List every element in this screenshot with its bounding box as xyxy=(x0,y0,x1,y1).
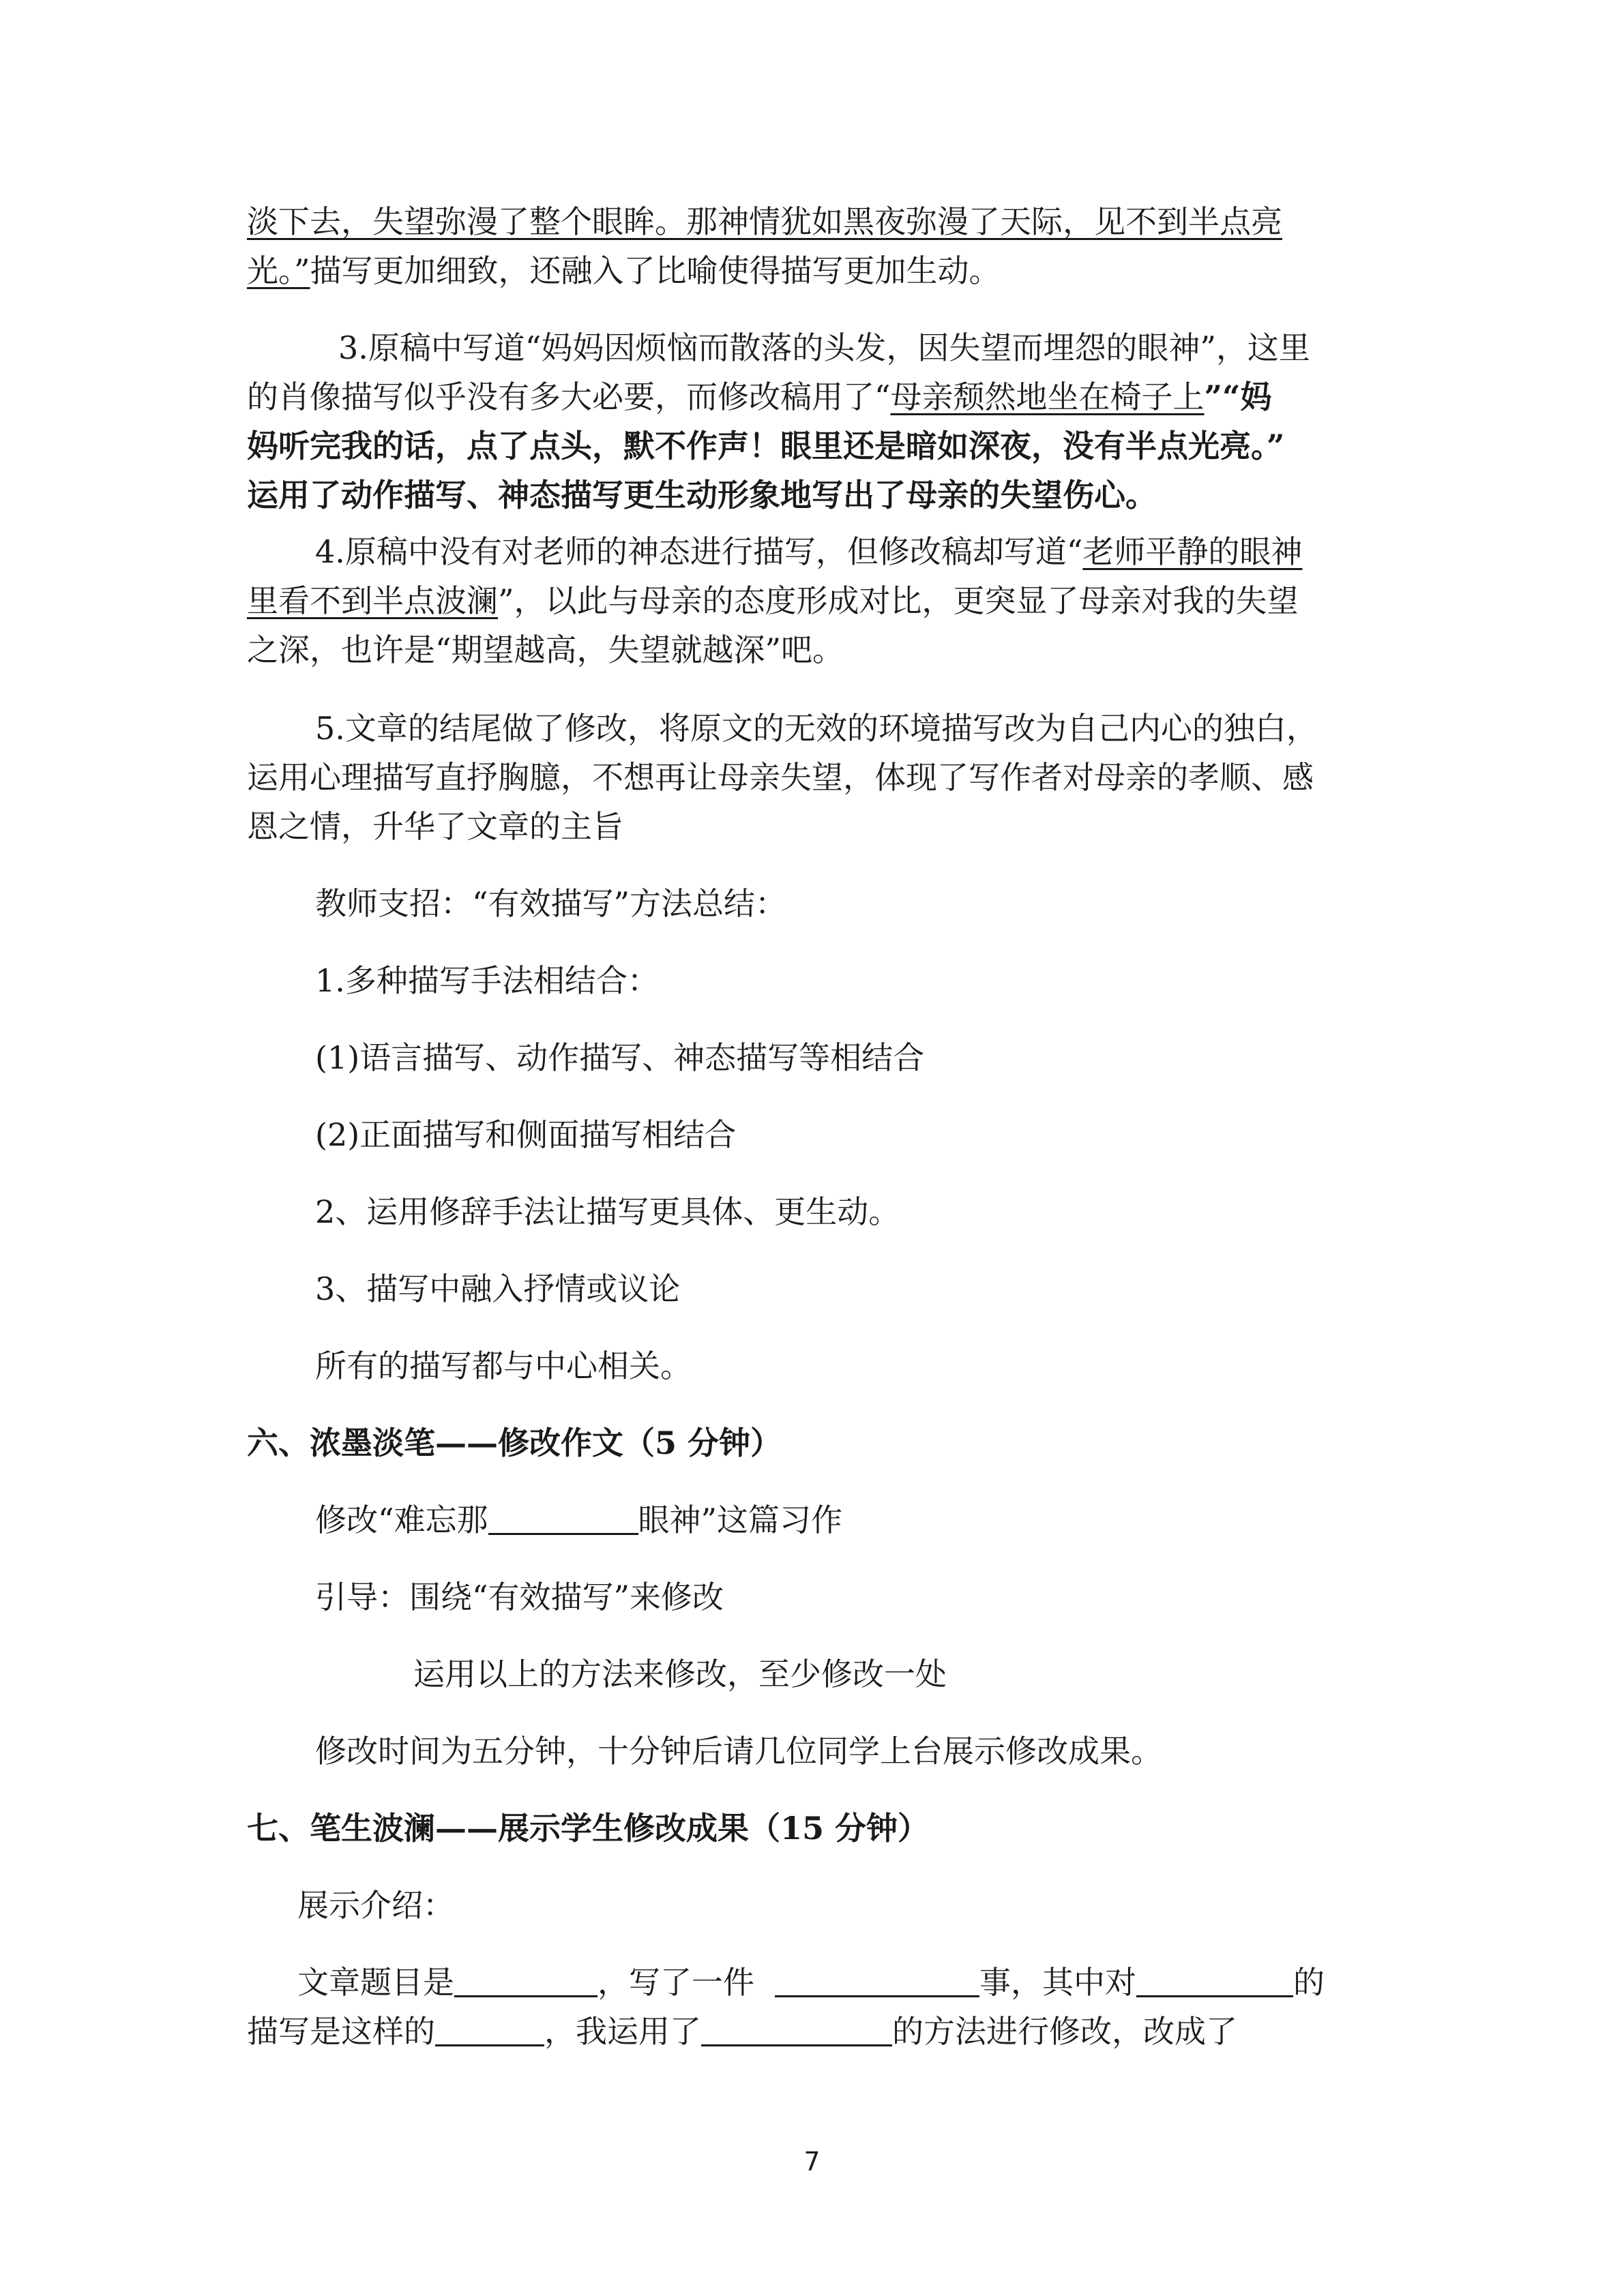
summary-item: 3、描写中融入抒情或议论 xyxy=(315,1270,681,1307)
paragraph-line xyxy=(247,477,1157,514)
summary-conclusion: 所有的描写都与中心相关。 xyxy=(315,1347,692,1384)
text: ，我运用了 xyxy=(544,2013,701,2050)
summary-item: 2、运用修辞手法让描写更具体、更生动。 xyxy=(315,1193,900,1230)
method-line: 运用以上的方法来修改，至少修改一处 xyxy=(413,1656,947,1693)
summary-title: 教师支招：“有效描写”方法总结： xyxy=(315,885,787,922)
fill-blank xyxy=(488,1503,638,1535)
text: 5.文章的结尾做了修改，将原文的无效的环境描写改为自己内心的独白， xyxy=(315,710,1318,747)
paragraph-line xyxy=(338,329,1310,367)
template-line xyxy=(247,2013,1237,2051)
template-line xyxy=(297,1964,1325,2001)
section-heading: 七、笔生波澜——展示学生修改成果（15 分钟） xyxy=(247,1810,930,1847)
text: 描写更加细致，还融入了比喻使得描写更加生动。 xyxy=(310,252,1001,289)
paragraph-line xyxy=(315,710,1318,747)
text: 3.原稿中写道“妈妈因烦恼而散落的头发，因失望而埋怨的眼神”，这里 xyxy=(338,329,1310,366)
paragraph-line xyxy=(247,808,623,846)
fill-blank xyxy=(1136,1965,1293,1997)
intro-line: 展示介绍： xyxy=(297,1887,454,1924)
paragraph-line xyxy=(247,428,1284,465)
text: 之深，也许是“期望越高，失望就越深”吧。 xyxy=(247,631,844,668)
underlined-text: 母亲颓然地坐在椅子上 xyxy=(890,378,1205,415)
bold-text: ”“妈 xyxy=(1204,378,1272,415)
text: 4.原稿中没有对老师的神态进行描写，但修改稿却写道“ xyxy=(315,533,1083,570)
text: ”，以此与母亲的态度形成对比，更突显了母亲对我的失望 xyxy=(498,582,1299,619)
text: 事，其中对 xyxy=(979,1964,1136,2001)
text: 眼神”这篇习作 xyxy=(638,1502,843,1538)
paragraph-line xyxy=(247,582,1299,620)
time-line: 修改时间为五分钟，十分钟后请几位同学上台展示修改成果。 xyxy=(315,1733,1162,1770)
fill-blank xyxy=(454,1965,597,1997)
fill-blank xyxy=(701,2014,892,2046)
fill-blank xyxy=(435,2014,544,2046)
underlined-text: 里看不到半点波澜 xyxy=(247,582,498,619)
summary-item: 1.多种描写手法相结合： xyxy=(315,962,659,999)
paragraph-line xyxy=(247,631,844,669)
task-line xyxy=(315,1502,842,1539)
guide-line: 引导：围绕“有效描写”来修改 xyxy=(315,1579,724,1615)
text: 文章题目是 xyxy=(297,1964,454,2001)
text: 的方法进行修改，改成了 xyxy=(892,2013,1237,2050)
text: 描写是这样的 xyxy=(247,2013,435,2050)
summary-subitem: (2)正面描写和侧面描写相结合 xyxy=(315,1116,737,1153)
paragraph-line xyxy=(315,533,1302,571)
paragraph-line xyxy=(247,203,1282,241)
text: 运用心理描写直抒胸臆，不想再让母亲失望，体现了写作者对母亲的孝顺、感 xyxy=(247,759,1314,796)
underlined-text: 光。” xyxy=(247,252,310,289)
text: 的 xyxy=(1293,1964,1325,2001)
text: 修改“难忘那 xyxy=(315,1502,488,1538)
underlined-text: 老师平静的眼神 xyxy=(1082,533,1303,570)
text: 恩之情，升华了文章的主旨 xyxy=(247,808,623,845)
underlined-text: 淡下去，失望弥漫了整个眼眸。那神情犹如黑夜弥漫了天际，见不到半点亮 xyxy=(247,203,1282,240)
paragraph-line xyxy=(247,378,1271,416)
fill-blank xyxy=(775,1965,979,1997)
text: ，写了一件 xyxy=(597,1964,754,2001)
paragraph-line xyxy=(247,252,1001,290)
paragraph-line xyxy=(247,759,1314,796)
text: 的肖像描写似乎没有多大必要，而修改稿用了“ xyxy=(247,378,891,415)
summary-subitem: (1)语言描写、动作描写、神态描写等相结合 xyxy=(315,1039,925,1076)
page-number: 7 xyxy=(803,2147,821,2177)
section-heading: 六、浓墨淡笔——修改作文（5 分钟） xyxy=(247,1425,782,1461)
bold-text: 妈听完我的话，点了点头，默不作声！眼里还是暗如深夜，没有半点光亮。” xyxy=(247,428,1285,464)
bold-text: 运用了动作描写、神态描写更生动形象地写出了母亲的失望伤心。 xyxy=(247,477,1157,513)
